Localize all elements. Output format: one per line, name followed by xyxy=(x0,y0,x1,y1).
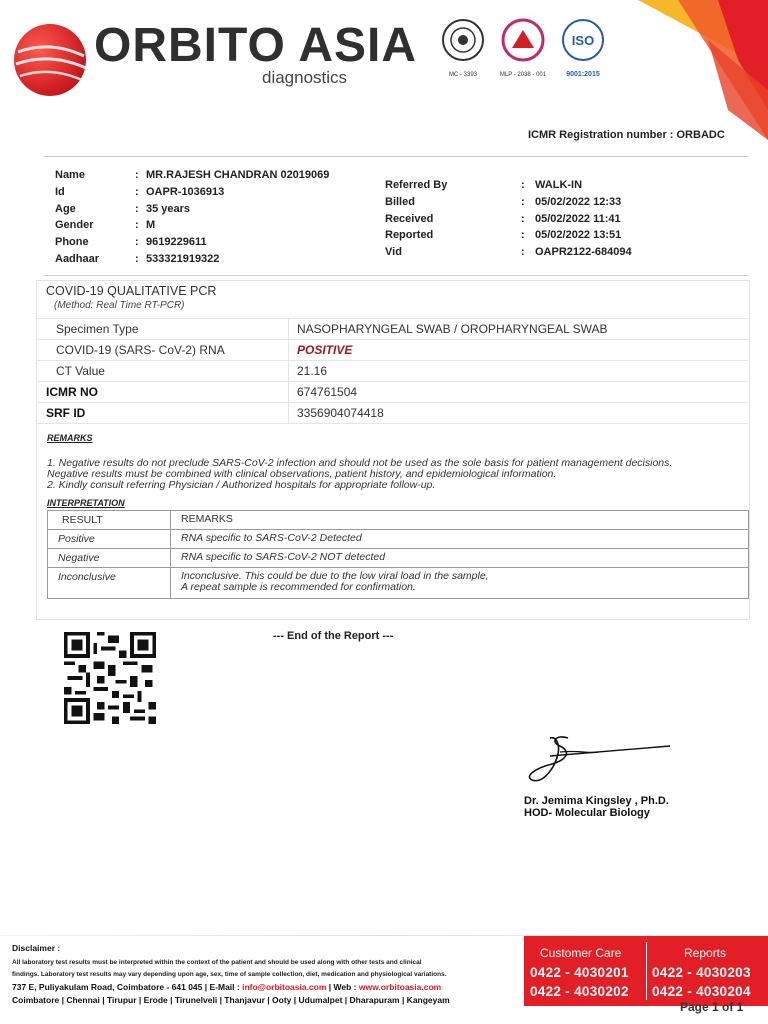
field-separator: : xyxy=(521,229,525,242)
interp-remark-line: A repeat sample is recommended for confirmation. xyxy=(181,580,416,593)
result-label: ICMR NO xyxy=(46,385,98,399)
signature-image xyxy=(520,730,680,786)
result-row xyxy=(36,318,748,339)
patient-row xyxy=(55,217,329,234)
branches: Coimbatore | Chennai | Tirupur | Erode | Tirunelveli | Thanjavur | Ooty | Udumalpet | Dharapuram | Kangeyam xyxy=(12,995,450,1005)
cert-caption: MC - 3393 xyxy=(448,72,478,78)
contact-divider xyxy=(646,942,647,1000)
result-label: CT Value xyxy=(56,364,105,378)
patient-age: 35 years xyxy=(146,202,191,215)
patient-aadhaar: 533321919322 xyxy=(146,252,220,265)
referred-by: WALK-IN xyxy=(535,179,583,191)
field-label: Vid xyxy=(385,246,402,259)
remarks-heading: REMARKS xyxy=(47,433,93,443)
signatory xyxy=(524,796,669,819)
contact-box xyxy=(524,936,768,1006)
field-separator: : xyxy=(135,219,139,232)
field-label: Billed xyxy=(385,195,415,208)
field-separator: : xyxy=(521,212,525,225)
address-block xyxy=(12,981,450,1007)
address-line xyxy=(12,981,450,994)
patient-row xyxy=(55,167,329,184)
patient-row xyxy=(55,201,329,218)
iso-seal-text: ISO xyxy=(571,33,595,48)
interp-remark: RNA specific to SARS-CoV-2 NOT detected xyxy=(170,549,385,567)
patient-gender: M xyxy=(146,219,156,232)
remark-line: 2. Kindly consult referring Physician / Authorized hospitals for appropriate follow-up. xyxy=(47,479,436,491)
report-row xyxy=(385,194,632,211)
field-label: Id xyxy=(55,185,65,198)
patient-phone: 9619229611 xyxy=(146,236,207,249)
column-header: RESULT xyxy=(62,514,103,526)
field-separator: : xyxy=(135,252,139,265)
reports-phone[interactable]: 0422 - 4030204 xyxy=(652,984,751,999)
email-link[interactable]: info@orbitoasia.com xyxy=(242,982,327,992)
field-label: Referred By xyxy=(385,179,448,191)
interpretation-table xyxy=(47,510,749,599)
report-row xyxy=(385,211,632,228)
field-separator: : xyxy=(521,179,525,191)
customer-care-phone[interactable]: 0422 - 4030202 xyxy=(530,984,629,999)
result-row xyxy=(36,402,748,424)
cert-caption: MLP - 2038 - 001 xyxy=(499,72,547,78)
disclaimer-line: findings. Laboratory test results may vary depending upon age, sex, time of sample collection, diet, medication and physiological variations. xyxy=(12,971,447,978)
brand-subtitle: diagnostics xyxy=(262,68,348,87)
table-row xyxy=(48,548,748,567)
web-link[interactable]: www.orbitoasia.com xyxy=(358,982,442,992)
interp-remark: RNA specific to SARS-CoV-2 Detected xyxy=(170,530,362,548)
patient-row xyxy=(55,251,329,268)
result-row xyxy=(36,381,748,402)
reported-date: 05/02/2022 13:51 xyxy=(535,229,622,242)
corner-decoration xyxy=(618,0,768,140)
field-label: Age xyxy=(55,202,76,215)
test-title: COVID-19 QUALITATIVE PCR xyxy=(46,284,217,298)
report-details xyxy=(385,177,632,261)
brand-name: ORBITO ASIA xyxy=(94,19,418,72)
interp-result: Negative xyxy=(58,552,100,564)
table-row xyxy=(48,567,748,598)
field-separator: : xyxy=(521,195,525,208)
interp-result: Positive xyxy=(58,533,95,545)
divider xyxy=(44,275,748,276)
received-date: 05/02/2022 11:41 xyxy=(535,212,621,225)
field-label: Reported xyxy=(385,229,434,242)
patient-row xyxy=(55,234,329,251)
reports-label: Reports xyxy=(684,946,727,960)
disclaimer-heading: Disclaimer : xyxy=(12,943,61,953)
interp-remark-line: Inconclusive. This could be due to the low viral load in the sample, xyxy=(181,570,489,582)
result-label: COVID-19 (SARS- CoV-2) RNA xyxy=(56,343,225,357)
disclaimer-text xyxy=(12,957,524,981)
report-row xyxy=(385,227,632,244)
result-row xyxy=(36,339,748,360)
field-separator: : xyxy=(135,185,139,198)
table-row xyxy=(48,529,748,548)
field-label: Gender xyxy=(55,219,94,232)
end-of-report: --- End of the Report --- xyxy=(273,630,394,642)
result-value: 3356904074418 xyxy=(288,403,384,423)
address: 737 E, Puliyakulam Road, Coimbatore - 641 045 | E-Mail : xyxy=(12,982,243,992)
result-value: 21.16 xyxy=(288,361,327,381)
field-separator: : xyxy=(135,236,139,249)
accreditation-seals xyxy=(440,14,610,84)
vid: OAPR2122-684094 xyxy=(535,246,632,259)
result-value: NASOPHARYNGEAL SWAB / OROPHARYNGEAL SWAB xyxy=(288,319,608,339)
table-header-row xyxy=(48,511,748,529)
interpretation-heading: INTERPRETATION xyxy=(47,498,125,508)
column-header: REMARKS xyxy=(170,511,233,529)
page-number: Page 1 of 1 xyxy=(680,1000,744,1014)
cert-caption: 9001:2015 xyxy=(566,71,600,78)
result-row xyxy=(36,360,748,381)
patient-details xyxy=(55,167,329,268)
signatory-title: HOD- Molecular Biology xyxy=(524,806,650,819)
patient-id: OAPR-1036913 xyxy=(146,185,225,198)
remark-line: 1. Negative results do not preclude SARS-CoV-2 infection and should not be used as the sole basis for patient management decisions. xyxy=(47,457,673,469)
field-label: Received xyxy=(385,212,434,225)
result-label: SRF ID xyxy=(46,406,86,420)
interp-remark xyxy=(170,568,489,598)
field-separator: : xyxy=(135,169,139,181)
qr-code-icon xyxy=(61,632,159,724)
report-row xyxy=(385,177,632,194)
result-table xyxy=(36,318,748,424)
field-separator: : xyxy=(135,202,139,215)
icmr-registration: ICMR Registration number : ORBADC xyxy=(528,129,725,141)
signatory-name: Dr. Jemima Kingsley , Ph.D. xyxy=(524,795,669,807)
result-value: 674761504 xyxy=(288,382,357,402)
orbito-logo-icon xyxy=(12,22,88,98)
reports-phone[interactable]: 0422 - 4030203 xyxy=(652,965,751,980)
patient-name: MR.RAJESH CHANDRAN 02019069 xyxy=(146,169,330,181)
billed-date: 05/02/2022 12:33 xyxy=(535,195,622,208)
field-label: Aadhaar xyxy=(55,252,100,265)
disclaimer-line: All laboratory test results must be interpreted within the context of the patient and should be used along with other tests and clinical xyxy=(12,959,422,966)
patient-row xyxy=(55,184,329,201)
web-label: | Web : xyxy=(326,982,359,992)
remarks-text xyxy=(47,458,747,491)
field-label: Phone xyxy=(55,236,89,249)
divider xyxy=(44,156,748,157)
result-positive: POSITIVE xyxy=(288,340,352,360)
interp-result: Inconclusive xyxy=(58,571,116,583)
field-separator: : xyxy=(521,246,525,259)
test-method: (Method: Real Time RT-PCR) xyxy=(54,300,185,311)
customer-care-phone[interactable]: 0422 - 4030201 xyxy=(530,965,629,980)
remark-line: Negative results must be combined with clinical observations, patient history, and epidemiological information. xyxy=(47,468,557,480)
report-row xyxy=(385,244,632,261)
field-label: Name xyxy=(55,169,85,181)
result-label: Specimen Type xyxy=(56,322,139,336)
customer-care-label: Customer Care xyxy=(540,946,622,960)
